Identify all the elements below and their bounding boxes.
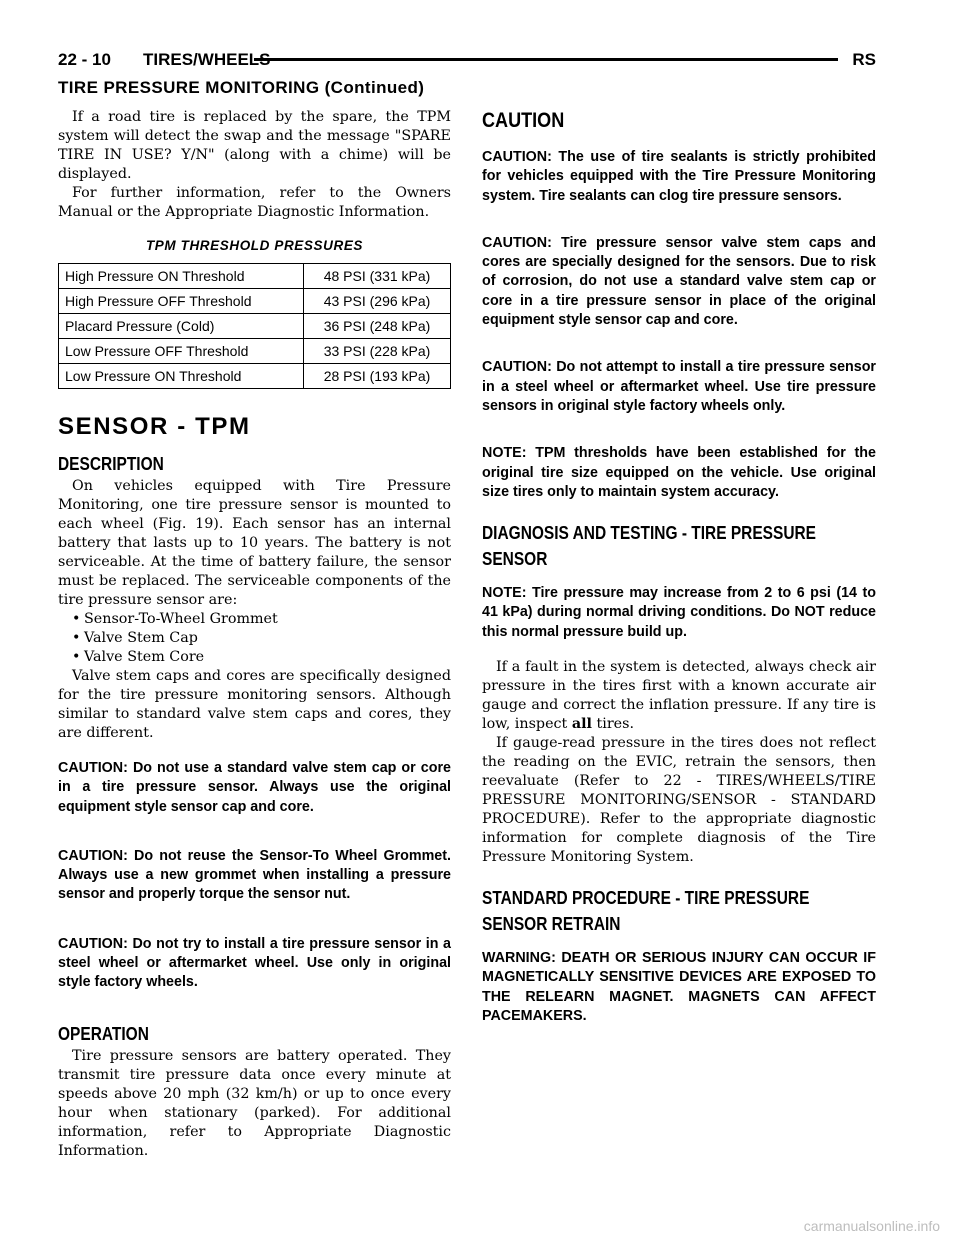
row-value: 43 PSI (296 kPa) xyxy=(304,289,451,314)
row-label: Low Pressure OFF Threshold xyxy=(59,339,304,364)
row-label: Low Pressure ON Threshold xyxy=(59,364,304,389)
threshold-table xyxy=(58,263,451,389)
right-column xyxy=(482,108,876,1026)
standard-procedure-heading: STANDARD PROCEDURE - TIRE PRESSURE SENSOR RETRAIN xyxy=(482,888,810,935)
table-title: TPM THRESHOLD PRESSURES xyxy=(145,238,364,253)
bullet-icon: • xyxy=(72,649,81,665)
description-paragraph-2: Valve stem caps and cores are specifically designed for the tire pressure monitoring sensors. Although similar to standard valve stem caps and cores, they are different. xyxy=(58,668,451,741)
row-value: 33 PSI (228 kPa) xyxy=(304,339,451,364)
diagnosis-heading: DIAGNOSIS AND TESTING - TIRE PRESSURE SENSOR xyxy=(482,523,817,570)
description-heading: DESCRIPTION xyxy=(58,454,164,474)
diagnosis-paragraph-1: If a fault in the system is detected, always check air pressure in the tires first with a known accurate air gauge and correct the inflation pressure. If any tire is low, inspect all tires. xyxy=(482,659,876,733)
list-item: • Valve Stem Core xyxy=(72,649,205,665)
caution-sealants: CAUTION: The use of tire sealants is strictly prohibited for vehicles equipped with the Tire Pressure Monitoring system. Tire sealants can clog tire pressure sensors. xyxy=(482,149,876,204)
row-value: 28 PSI (193 kPa) xyxy=(304,364,451,389)
component-list xyxy=(58,610,451,667)
bullet-icon: • xyxy=(72,630,81,646)
caution-wheel: CAUTION: Do not try to install a tire pressure sensor in a steel wheel or aftermarket wheel. Use only in original style factory wheels. xyxy=(58,935,451,991)
row-value: 48 PSI (331 kPa) xyxy=(304,264,451,289)
list-item: • Sensor-To-Wheel Grommet xyxy=(72,611,278,627)
caution-heading: CAUTION xyxy=(482,109,565,132)
row-label: Placard Pressure (Cold) xyxy=(59,314,304,339)
row-value: 36 PSI (248 kPa) xyxy=(304,314,451,339)
page-header xyxy=(58,50,876,76)
watermark: carmanualsonline.info xyxy=(803,1218,940,1234)
section-title: TIRES/WHEELS xyxy=(143,50,271,69)
table-row xyxy=(59,314,451,339)
operation-paragraph: Tire pressure sensors are battery operated. They transmit tire pressure data once every minute at speeds above 20 mph (32 km/h) or up to once every hour when stationary (parked). For additional information, refer to Appropriate Diagnostic Information. xyxy=(58,1047,451,1159)
caution-valve-stem: CAUTION: Do not use a standard valve stem cap or core in a tire pressure sensor. Always use the original equipment style sensor cap and core. xyxy=(58,760,451,815)
list-item: • Valve Stem Cap xyxy=(72,630,198,646)
table-row xyxy=(59,264,451,289)
sensor-heading: SENSOR - TPM xyxy=(58,413,251,440)
table-row xyxy=(59,339,451,364)
table-row xyxy=(59,364,451,389)
continued-title: TIRE PRESSURE MONITORING (Continued) xyxy=(58,78,425,97)
page-number: 22 - 10 xyxy=(58,50,111,69)
left-column xyxy=(58,108,451,1161)
diagnosis-paragraph-2: If gauge-read pressure in the tires does not reflect the reading on the EVIC, retrain the sensors, then reevaluate (Refer to 22 - TIRES/WHEELS/TIRE PRESSURE MONITORING/SENSOR - STANDARD PROCEDURE). Refer to the appropriate diagnostic information for complete diagnosis of the Tire Pressure Monitoring System. xyxy=(482,735,876,866)
table-row xyxy=(59,289,451,314)
bullet-icon: • xyxy=(72,611,81,627)
caution-steel-wheel: CAUTION: Do not attempt to install a tire pressure sensor in a steel wheel or aftermarket wheel. Use tire pressure sensors in original style factory wheels only. xyxy=(482,359,876,414)
warning-magnet: WARNING: DEATH OR SERIOUS INJURY CAN OCCUR IF MAGNETICALLY SENSITIVE DEVICES ARE EXPOSED TO THE RELEARN MAGNET. MAGNETS CAN AFFECT PACEMAKERS. xyxy=(482,950,876,1024)
intro-paragraph-1: If a road tire is replaced by the spare, the TPM system will detect the swap and the message "SPARE TIRE IN USE? Y/N" (along with a chime) will be displayed. xyxy=(58,109,451,182)
description-paragraph-1: On vehicles equipped with Tire Pressure Monitoring, one tire pressure sensor is mounted to each wheel (Fig. 19). Each sensor has an internal battery that lasts up to 10 years. The battery is not serviceable. At the time of battery failure, the sensor must be replaced. The serviceable components of the tire pressure sensor are: xyxy=(58,478,451,608)
note-thresholds: NOTE: TPM thresholds have been established for the original tire size equipped on the vehicle. Use original size tires only to maintain system accuracy. xyxy=(482,445,876,500)
model-code: RS xyxy=(852,50,876,69)
header-rule xyxy=(254,58,838,61)
row-label: High Pressure ON Threshold xyxy=(59,264,304,289)
row-label: High Pressure OFF Threshold xyxy=(59,289,304,314)
operation-heading: OPERATION xyxy=(58,1023,149,1044)
caution-caps-cores: CAUTION: Tire pressure sensor valve stem caps and cores are specially designed for the sensors. Due to risk of corrosion, do not use a standard valve stem cap or core in a tire pressure sensor in place of the original equipment style sensor cap and core. xyxy=(482,234,876,329)
caution-grommet: CAUTION: Do not reuse the Sensor-To Wheel Grommet. Always use a new grommet when installing a pressure sensor and properly torque the sensor nut. xyxy=(58,847,451,903)
note-pressure-increase: NOTE: Tire pressure may increase from 2 to 6 psi (14 to 41 kPa) during normal driving conditions. Do NOT reduce this normal pressure build up. xyxy=(482,585,876,640)
intro-paragraph-2: For further information, refer to the Owners Manual or the Appropriate Diagnostic Information. xyxy=(58,185,451,220)
